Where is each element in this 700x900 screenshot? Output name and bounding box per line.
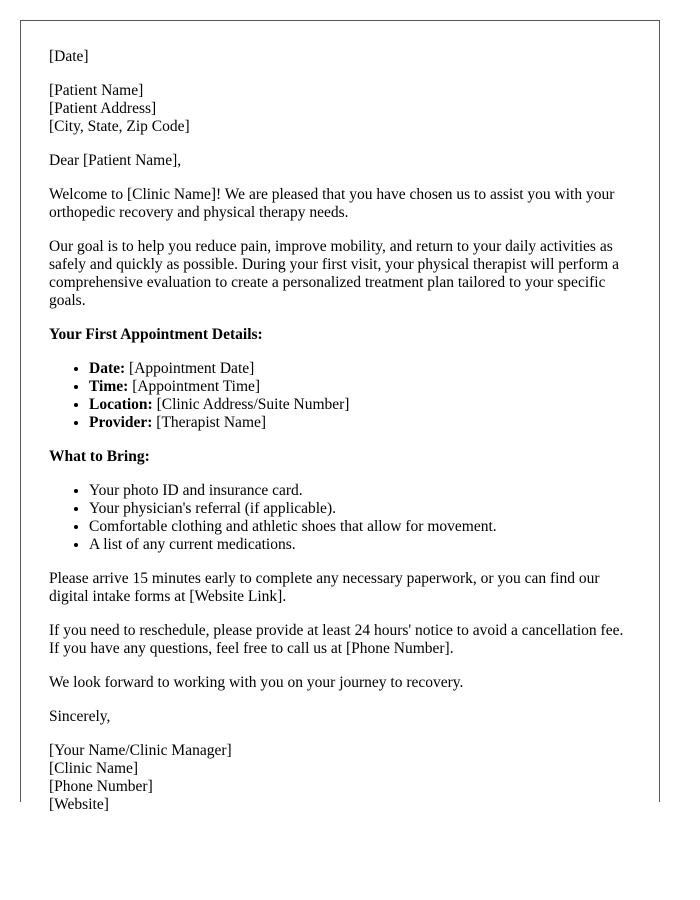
bring-item: • A list of any current medications. <box>89 536 631 554</box>
letter-date: [Date] <box>49 48 89 65</box>
bring-item: • Your photo ID and insurance card. <box>89 482 631 500</box>
bring-item: • Comfortable clothing and athletic shoes that allow for movement. <box>89 518 631 536</box>
signature-phone: [Phone Number] <box>49 778 153 795</box>
appointment-item-value: [Therapist Name] <box>152 414 267 431</box>
appointment-item-value: [Appointment Time] <box>128 378 261 395</box>
signature-website: [Website] <box>49 796 109 813</box>
letter-page <box>20 20 660 813</box>
recipient-name: [Patient Name] <box>49 82 144 99</box>
salutation: Dear [Patient Name], <box>49 152 182 169</box>
appointment-item-provider <box>89 414 631 432</box>
appointment-item-date <box>89 360 631 378</box>
bring-list <box>49 482 631 554</box>
arrive-paragraph: Please arrive 15 minutes early to complete any necessary paperwork, or you can find our digital intake forms at [Website Link]. <box>49 570 600 605</box>
letter-body <box>21 21 659 814</box>
appointment-item-label: Date: <box>89 360 126 377</box>
welcome-paragraph: Welcome to [Clinic Name]! We are pleased that you have chosen us to assist you with your orthopedic recovery and physical therapy needs. <box>49 186 615 221</box>
appointment-item-location <box>89 396 631 414</box>
appointment-heading: Your First Appointment Details: <box>49 326 263 343</box>
signoff: Sincerely, <box>49 708 111 725</box>
appointment-item-label: Provider: <box>89 414 153 431</box>
appointment-item-value: [Clinic Address/Suite Number] <box>152 396 350 413</box>
reschedule-paragraph: If you need to reschedule, please provide at least 24 hours' notice to avoid a cancellation fee. If you have any questions, feel free to call us at [Phone Number]. <box>49 622 624 657</box>
signature-clinic: [Clinic Name] <box>49 760 139 777</box>
appointment-list <box>49 360 631 432</box>
appointment-item-value: [Appointment Date] <box>125 360 255 377</box>
bring-heading: What to Bring: <box>49 448 150 465</box>
recipient-address-block <box>49 82 631 136</box>
appointment-item-time <box>89 378 631 396</box>
goal-paragraph: Our goal is to help you reduce pain, improve mobility, and return to your daily activities as safely and quickly as possible. During your first visit, your physical therapist will perform a comprehensive evaluation to create a personalized treatment plan tailored to your specific goals. <box>49 238 619 309</box>
closing-paragraph: We look forward to working with you on your journey to recovery. <box>49 674 464 691</box>
recipient-city: [City, State, Zip Code] <box>49 118 190 135</box>
signature-block <box>49 742 631 814</box>
bring-item: • Your physician's referral (if applicable). <box>89 500 631 518</box>
recipient-street: [Patient Address] <box>49 100 157 117</box>
appointment-item-label: Time: <box>89 378 129 395</box>
signature-name: [Your Name/Clinic Manager] <box>49 742 232 759</box>
appointment-item-label: Location: <box>89 396 153 413</box>
